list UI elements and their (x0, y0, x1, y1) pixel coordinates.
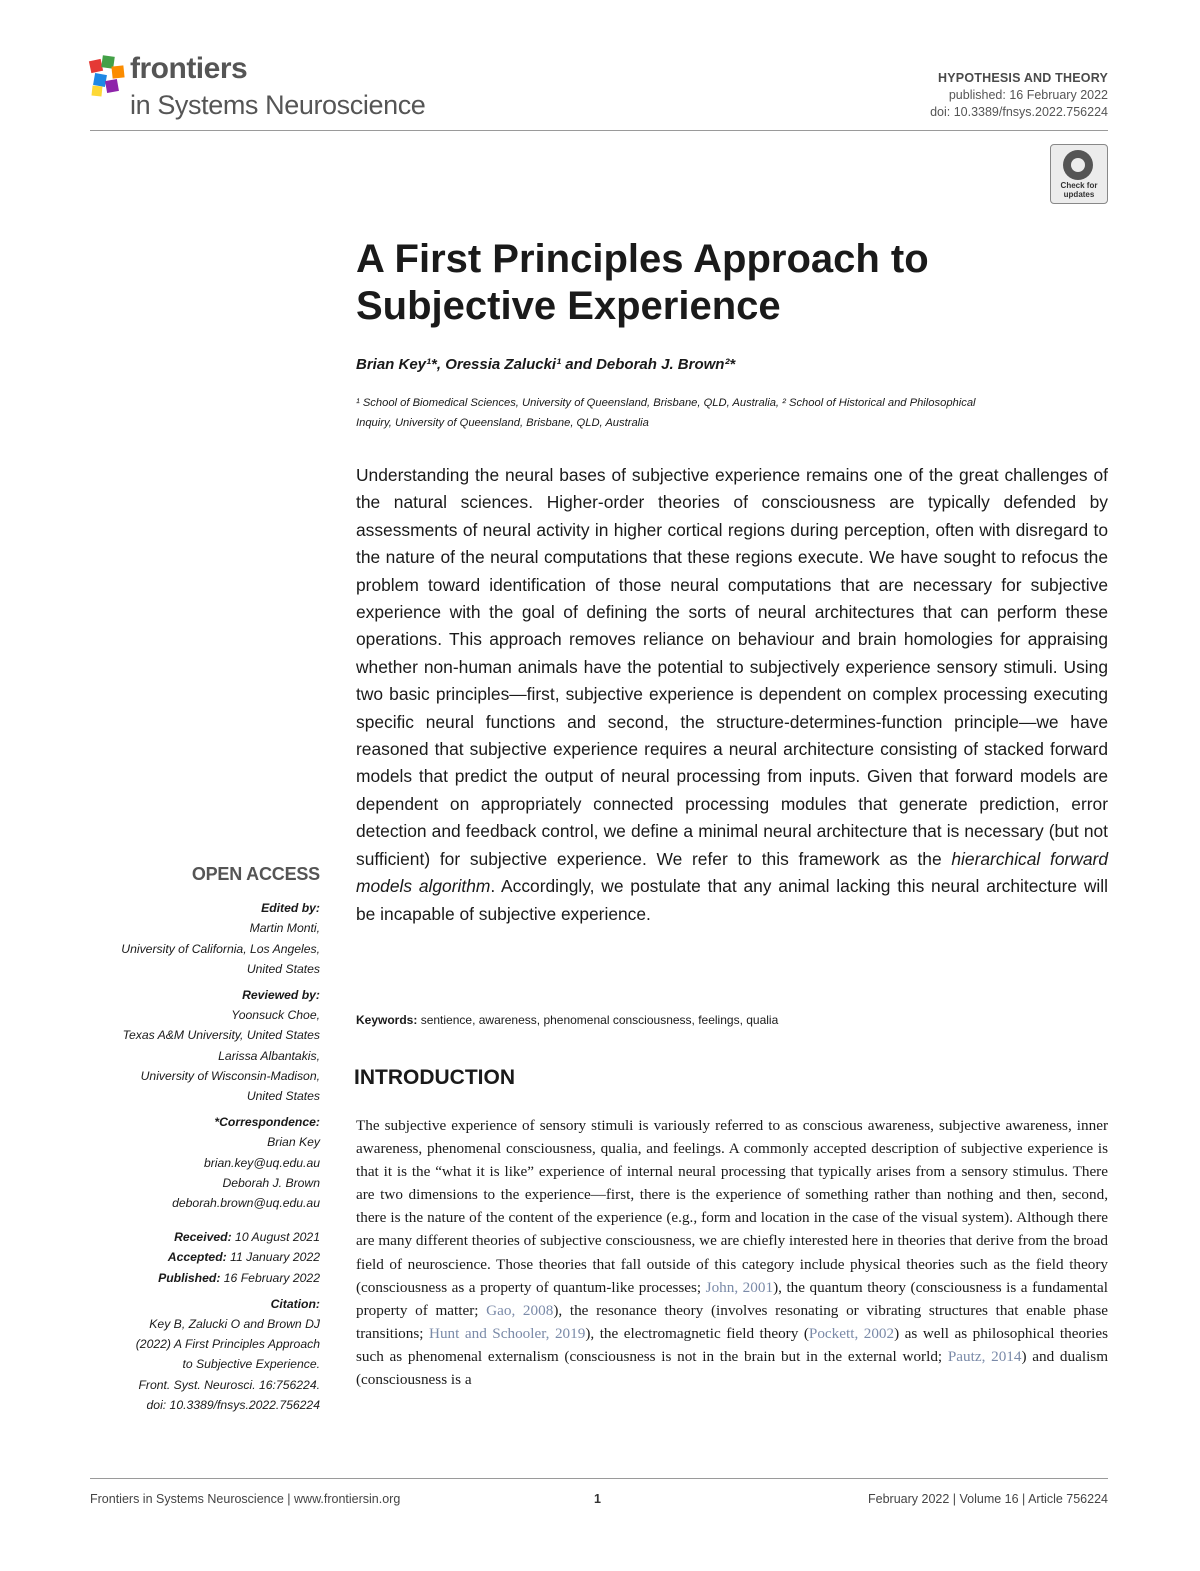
brand-name: frontiers (130, 52, 248, 85)
author-list: Brian Key¹*, Oressia Zalucki¹ and Deborah J. Brown²* (356, 356, 736, 373)
body-text: ) and dualism (consciousness is a (356, 1347, 1109, 1389)
section-heading: INTRODUCTION (354, 1066, 515, 1089)
reviewer-affiliation: University of Wisconsin-Madison, (140, 1068, 320, 1083)
body-text: The subjective experience of sensory stimuli is variously referred to as conscious awareness, subjective awareness, inner awareness, phenomenal consciousness, qualia, and feelings. A commonly accepted description of subjective experience is that it is the “what it is like” experience of internal neural processing that typically arises from a sensory stimulus. There are two dimensions to the experience—first, there is the experience of something rather than nothing and then, second, there is the nature of the content of the experience (e.g., form and location in the case of the visual system). Although there are many different theories of subjective consciousness, we are chiefly interested here in theories that derive from the broad field of neuroscience. Those theories that fall outside of this category include physical theories such as the field theory (consciousness as a property of quantum-like processes; (356, 1117, 1108, 1296)
reviewer-name: Larissa Albantakis, (218, 1048, 320, 1063)
introduction-paragraph (356, 1114, 1108, 1391)
affiliations (356, 393, 1108, 433)
footer-divider (90, 1478, 1108, 1479)
article-sidebar (70, 864, 320, 1415)
published-date-sidebar (70, 1268, 320, 1288)
article-title (356, 236, 1096, 330)
citation-link[interactable]: Gao, 2008 (486, 1301, 554, 1319)
reviewed-by-label: Reviewed by: (242, 988, 320, 1003)
crossmark-label: Check for updates (1060, 181, 1098, 199)
accepted-value: 11 January 2022 (226, 1250, 320, 1265)
footer-issue-info: February 2022 | Volume 16 | Article 756224 (868, 1492, 1108, 1506)
body-text: ), the quantum theory (consciousness is a fundamental property of matter; (356, 1278, 1108, 1319)
abstract-text: Understanding the neural bases of subjective experience remains one of the great challenges of the natural sciences. Higher-order theories of consciousness are typically defended by assessments of neural activity in higher cortical regions during perception, often with disregard to the nature of the neural computations that these regions execute. We have sought to refocus the problem toward identification of those neural computations that are necessary for subjective experience with the goal of defining the sorts of neural architectures that can perform these operations. This approach removes reliance on behaviour and brain homologies for appraising whether non-human animals have the potential to subjectively experience sensory stimuli. Using two basic principles—first, subjective experience is dependent on complex processing executing specific neural functions and second, the structure-determines-function principle—we have reasoned that subjective experience requires a neural architecture consisting of stacked forward models that predict the output of neural processing from inputs. Given that forward models are dependent on appropriately connected processing modules that generate prediction, error detection and feedback control, we define a minimal neural architecture that is necessary (but not sufficient) for subjective experience. We refer to this framework as the (356, 465, 1108, 869)
keywords (356, 1013, 778, 1027)
abstract-emphasis: hierarchical forward models algorithm (356, 848, 1108, 897)
published-date: published: 16 February 2022 (948, 88, 1108, 102)
affiliation-line: Inquiry, University of Queensland, Brisbane, QLD, Australia (356, 417, 649, 429)
body-text: ) as well as philosophical theories such as phenomenal externalism (consciousness is not in the brain but in the external world; (356, 1324, 1109, 1365)
citation-doi[interactable]: doi: 10.3389/fnsys.2022.756224 (146, 1397, 320, 1412)
editor-affiliation: University of California, Los Angeles, (121, 941, 320, 956)
published-label: Published: (158, 1270, 221, 1285)
accepted-label: Accepted: (167, 1250, 227, 1265)
correspondence-label: *Correspondence: (214, 1115, 320, 1130)
keywords-label: Keywords: (356, 1013, 418, 1027)
citation-link[interactable]: Pockett, 2002 (808, 1324, 895, 1342)
editor-name: Martin Monti, (249, 921, 320, 936)
abstract-text: . Accordingly, we postulate that any animal lacking this neural architecture will be incapable of subjective experience. (356, 876, 1108, 924)
citation-label: Citation: (270, 1296, 320, 1311)
reviewer-affiliation: Texas A&M University, United States (122, 1028, 320, 1043)
correspondent-email[interactable]: brian.key@uq.edu.au (203, 1155, 320, 1170)
correspondent-email[interactable]: deborah.brown@uq.edu.au (172, 1196, 320, 1211)
accepted-date (70, 1247, 320, 1267)
citation-link[interactable]: John, 2001 (705, 1278, 774, 1296)
published-value: 16 February 2022 (220, 1270, 320, 1285)
crossmark-icon (1063, 150, 1093, 180)
edited-by-label: Edited by: (261, 901, 320, 916)
reviewer-name: Yoonsuck Choe, (231, 1008, 320, 1023)
body-text: ), the resonance theory (involves resonating or vibrating structures that enable phase transitions; (356, 1301, 1108, 1342)
frontiers-logo-icon (88, 54, 130, 100)
citation-line: Key B, Zalucki O and Brown DJ (149, 1317, 320, 1332)
abstract (356, 462, 1108, 928)
title-line-1: A First Principles Approach to (356, 237, 929, 281)
doi-link[interactable]: doi: 10.3389/fnsys.2022.756224 (930, 105, 1108, 119)
reviewer-affiliation: United States (246, 1089, 320, 1104)
header-divider (90, 130, 1108, 131)
journal-name: in Systems Neuroscience (130, 90, 426, 120)
correspondent-name: Brian Key (267, 1135, 320, 1150)
citation-line: Front. Syst. Neurosci. 16:756224. (138, 1377, 320, 1392)
article-type: HYPOTHESIS AND THEORY (938, 71, 1108, 85)
citation-link[interactable]: Pautz, 2014 (947, 1347, 1022, 1365)
editor-affiliation: United States (246, 961, 320, 976)
footer-journal-link[interactable]: Frontiers in Systems Neuroscience | www.frontiersin.org (90, 1492, 401, 1506)
title-line-2: Subjective Experience (356, 284, 781, 328)
open-access-label: OPEN ACCESS (191, 864, 320, 884)
received-label: Received: (174, 1230, 232, 1245)
page-number: 1 (594, 1492, 601, 1506)
correspondent-name: Deborah J. Brown (222, 1175, 320, 1190)
received-value: 10 August 2021 (231, 1230, 320, 1245)
citation-line: (2022) A First Principles Approach (135, 1337, 320, 1352)
affiliation-line: ¹ School of Biomedical Sciences, University of Queensland, Brisbane, QLD, Australia, ² School of Historical and Philosophical (356, 397, 976, 409)
received-date (70, 1227, 320, 1247)
citation-link[interactable]: Hunt and Schooler, 2019 (429, 1324, 586, 1342)
check-for-updates-button[interactable] (1050, 144, 1108, 204)
keywords-list: sentience, awareness, phenomenal consciousness, feelings, qualia (420, 1013, 779, 1027)
article-meta (930, 70, 1108, 121)
body-text: ), the electromagnetic field theory ( (585, 1324, 809, 1342)
citation-line: to Subjective Experience. (182, 1357, 320, 1372)
journal-logo (88, 52, 448, 124)
